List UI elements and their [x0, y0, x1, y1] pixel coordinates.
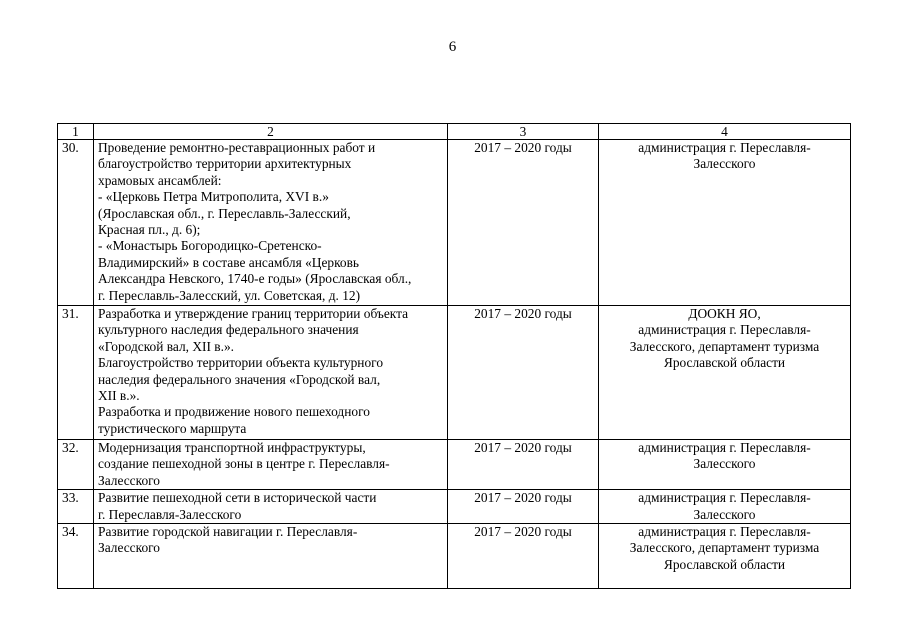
- header-col-2: 2: [94, 124, 448, 140]
- row-period: 2017 – 2020 годы: [448, 524, 599, 589]
- row-description: Развитие пешеходной сети в исторической части г. Переславля-Залесского: [94, 490, 448, 524]
- row-period: 2017 – 2020 годы: [448, 306, 599, 440]
- row-description: Разработка и утверждение границ территории объекта культурного наследия федерального значения «Городской вал, XII в.». Благоустройство территории объекта культурного наследия федерального значения «Городской вал, XII в.». Разработка и продвижение нового пешеходного туристического маршрута: [94, 306, 448, 440]
- table-row: [58, 524, 851, 589]
- page-number: 6: [448, 39, 457, 55]
- table-row: [58, 306, 851, 440]
- row-description: Модернизация транспортной инфраструктуры, создание пешеходной зоны в центре г. Переславля- Залесского: [94, 440, 448, 490]
- row-description: Развитие городской навигации г. Переславля- Залесского: [94, 524, 448, 589]
- header-col-4: 4: [599, 124, 851, 140]
- row-number: 30.: [58, 140, 94, 306]
- table-row: [58, 440, 851, 490]
- table-row: [58, 490, 851, 524]
- row-number: 31.: [58, 306, 94, 440]
- row-description: Проведение ремонтно-реставрационных работ и благоустройство территории архитектурных храмовых ансамблей: - «Церковь Петра Митрополита, XVI в.» (Ярославская обл., г. Переславль-Залесский, Красная пл., д. 6); - «Монастырь Богородицко-Сретенско- Владимирский» в составе ансамбля «Церковь Александра Невского, 1740-е годы» (Ярославская обл., г. Переславль-Залесский, ул. Советская, д. 12): [94, 140, 448, 306]
- row-executor: администрация г. Переславля- Залесского: [599, 140, 851, 306]
- measures-table: [57, 123, 851, 589]
- header-row: [58, 124, 851, 140]
- header-col-3: 3: [448, 124, 599, 140]
- row-number: 32.: [58, 440, 94, 490]
- row-executor: администрация г. Переславля- Залесского: [599, 490, 851, 524]
- row-executor: администрация г. Переславля- Залесского: [599, 440, 851, 490]
- header-col-1: 1: [58, 124, 94, 140]
- row-executor: администрация г. Переславля- Залесского, департамент туризма Ярославской области: [599, 524, 851, 589]
- row-period: 2017 – 2020 годы: [448, 140, 599, 306]
- row-executor: ДООКН ЯО, администрация г. Переславля- Залесского, департамент туризма Ярославской области: [599, 306, 851, 440]
- row-period: 2017 – 2020 годы: [448, 440, 599, 490]
- row-period: 2017 – 2020 годы: [448, 490, 599, 524]
- row-number: 34.: [58, 524, 94, 589]
- row-number: 33.: [58, 490, 94, 524]
- table-row: [58, 140, 851, 306]
